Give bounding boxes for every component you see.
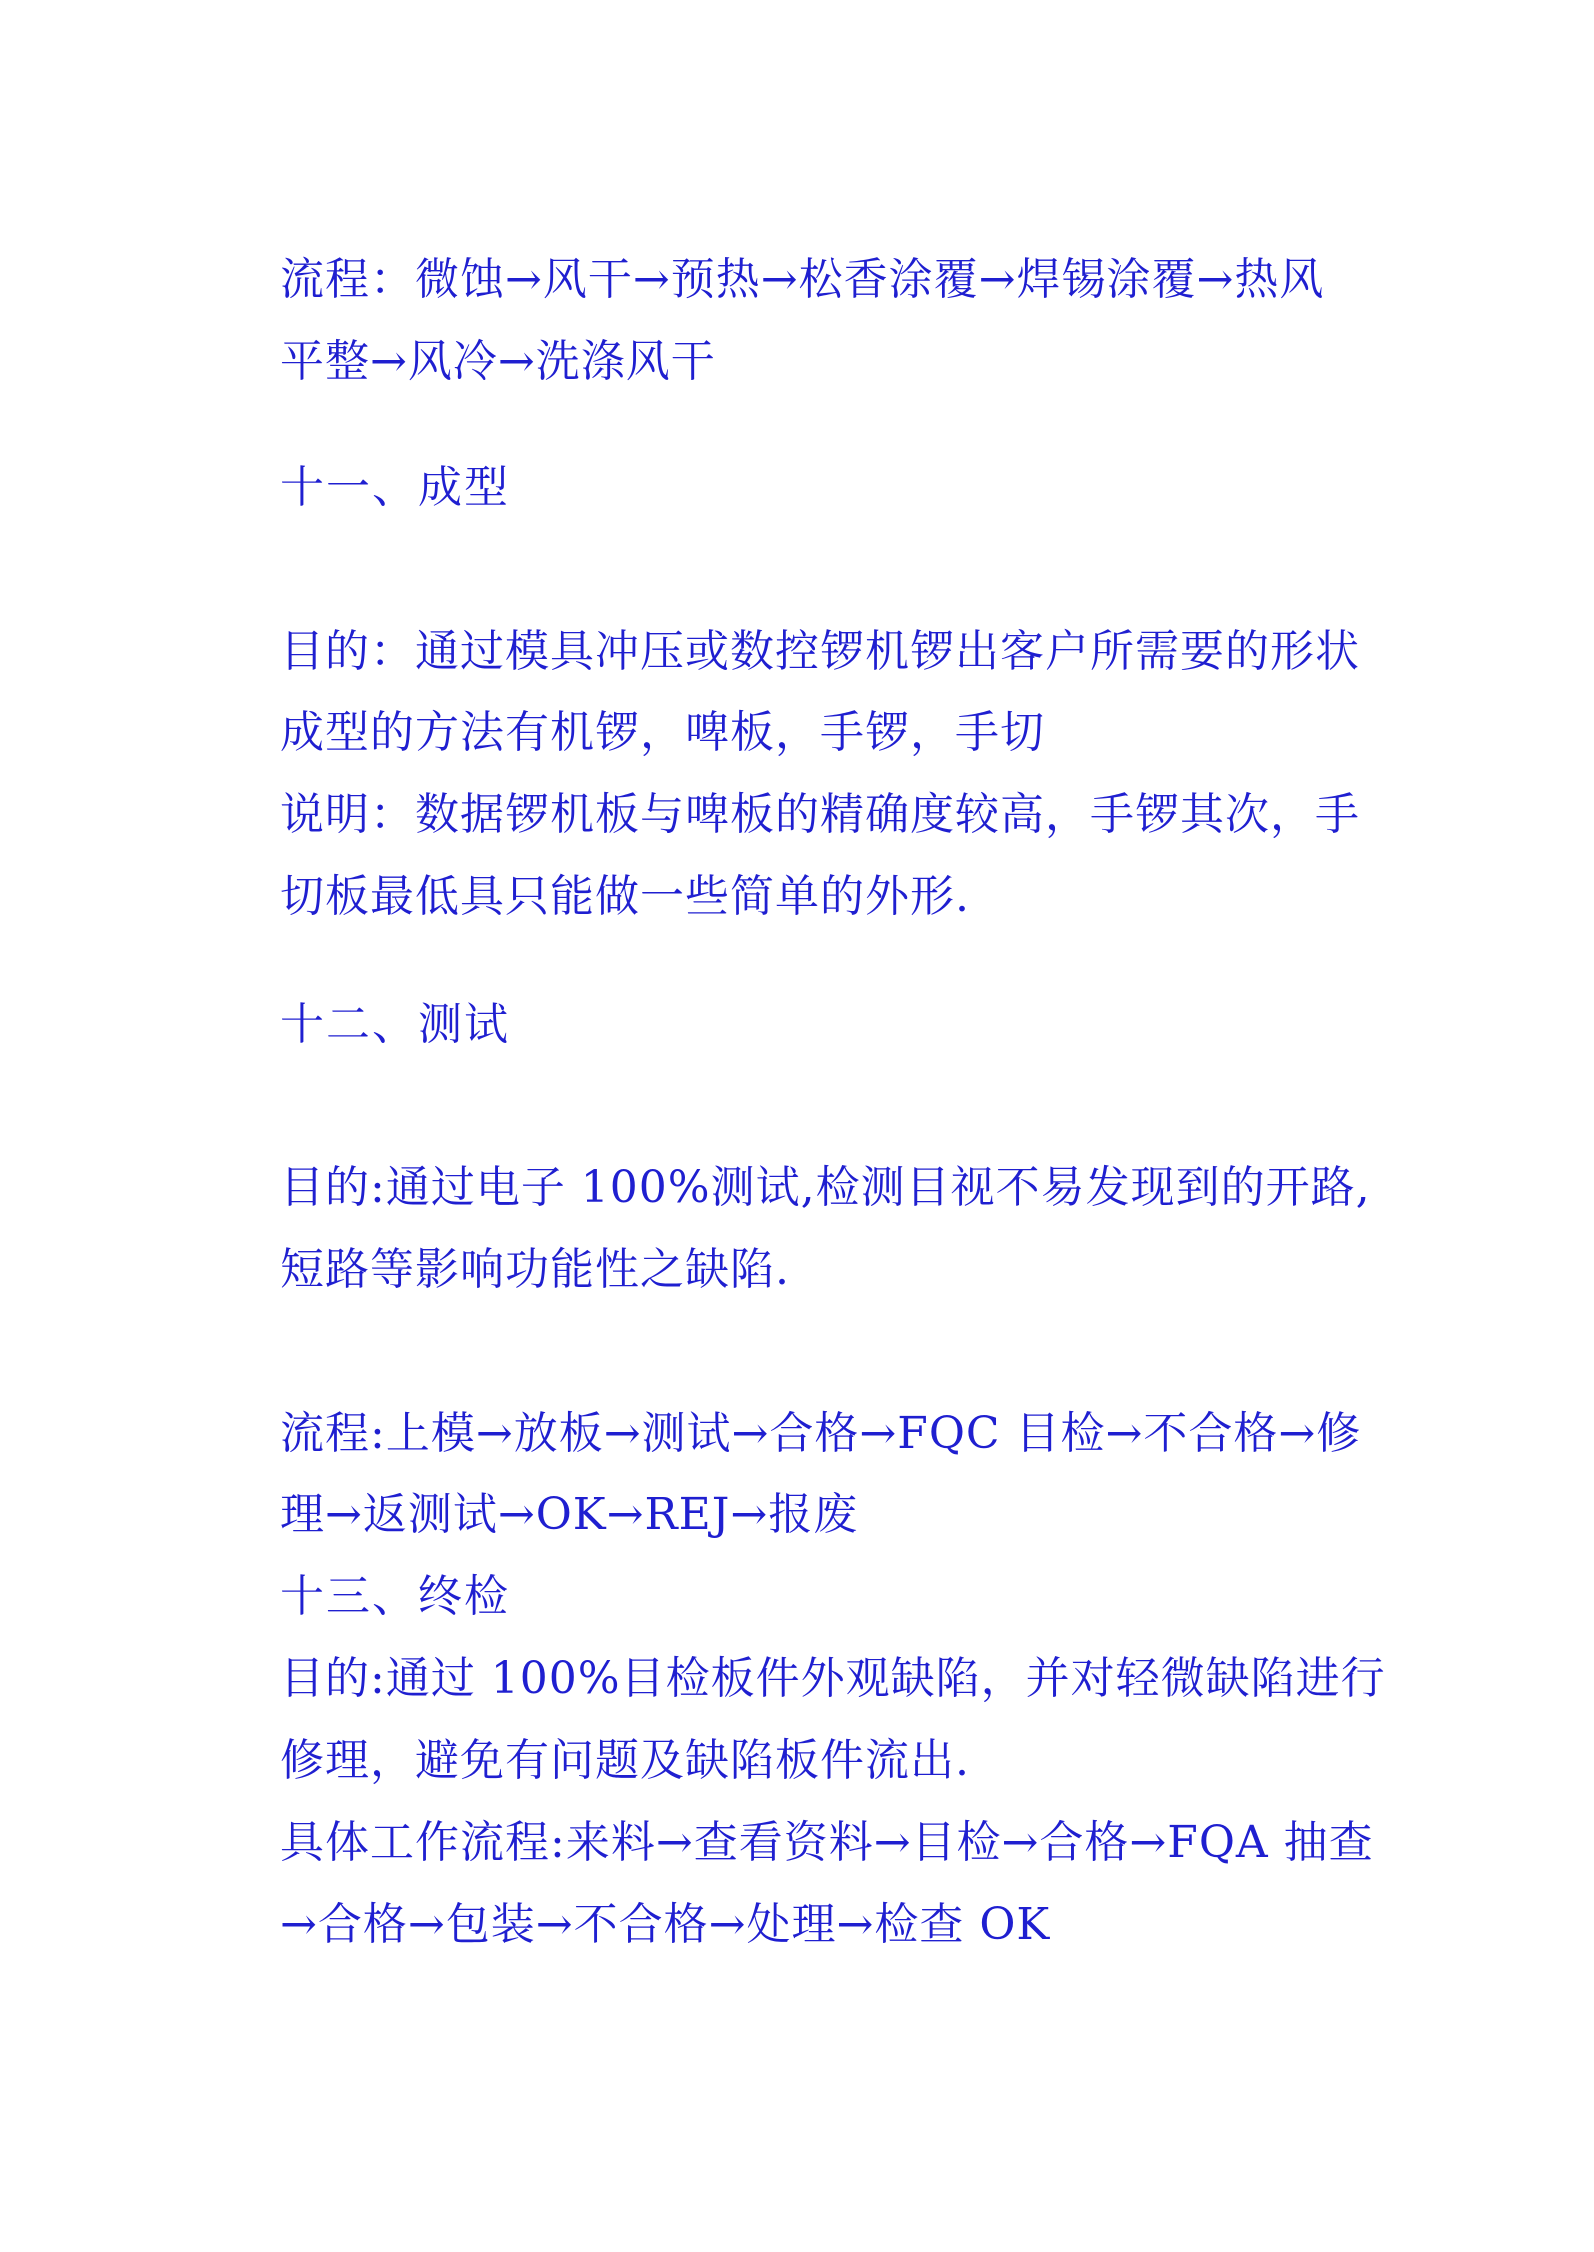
- workflow-text-2: →合格→包装→不合格→处理→检查 OK: [280, 1899, 1051, 1950]
- flow-text-testing-2: 理→返测试→OK→REJ→报废: [280, 1489, 859, 1540]
- description-text-2: 切板最低具只能做一些简单的外形.: [280, 871, 970, 922]
- purpose-text-forming-1: 目的：通过模具冲压或数控锣机锣出客户所需要的形状: [280, 626, 1360, 677]
- purpose-text-forming-2: 成型的方法有机锣，啤板，手锣，手切: [280, 707, 1045, 758]
- workflow-text-1: 具体工作流程:来料→查看资料→目检→合格→FQA 抽查: [280, 1817, 1374, 1868]
- purpose-text-testing-2: 短路等影响功能性之缺陷.: [280, 1244, 790, 1295]
- section-heading-testing: 十二、测试: [280, 999, 510, 1050]
- section-heading-forming: 十一、成型: [280, 462, 510, 513]
- section-heading-final-inspection: 十三、终检: [280, 1571, 510, 1622]
- flow-text-testing-1: 流程:上模→放板→测试→合格→FQC 目检→不合格→修: [280, 1408, 1362, 1459]
- flow-text-line-1: 流程：微蚀→风干→预热→松香涂覆→焊锡涂覆→热风: [280, 254, 1325, 305]
- flow-text-line-2: 平整→风冷→洗涤风干: [280, 336, 716, 387]
- purpose-text-testing-1: 目的:通过电子 100%测试,检测目视不易发现到的开路,: [280, 1162, 1371, 1213]
- purpose-text-final-2: 修理，避免有问题及缺陷板件流出.: [280, 1735, 970, 1786]
- description-text-1: 说明：数据锣机板与啤板的精确度较高，手锣其次，手: [280, 789, 1360, 840]
- purpose-text-final-1: 目的:通过 100%目检板件外观缺陷，并对轻微缺陷进行: [280, 1653, 1386, 1704]
